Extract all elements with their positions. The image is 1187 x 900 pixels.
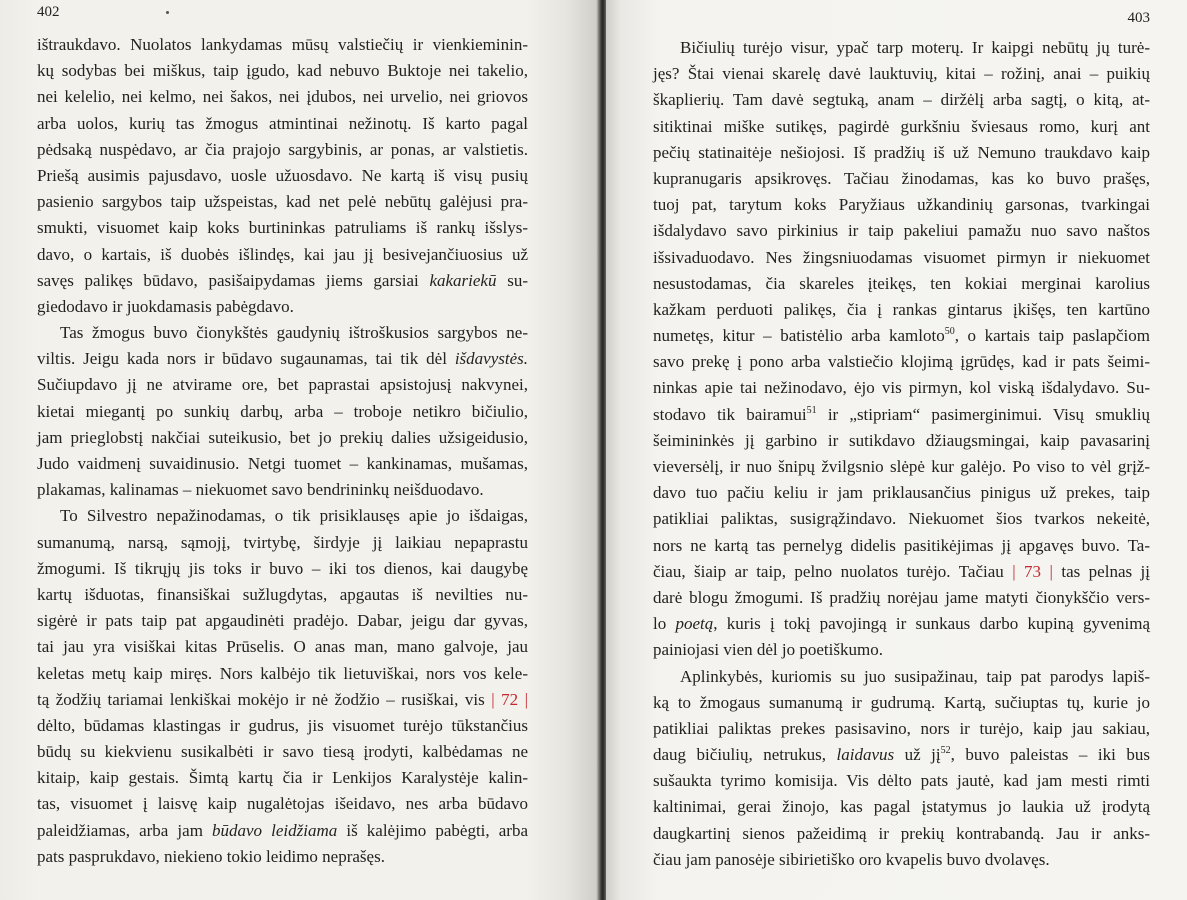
text-run: , buvo paleistas – iki bus (950, 745, 1150, 765)
text-line (653, 533, 1150, 559)
text-run: čiau, šiaip ar taip, pelno nuolatos turėjo. Tačiau (653, 561, 1013, 581)
text-line (653, 768, 1150, 794)
text-run: kitaip, kaip gestais. Šimtą kartų čia ir Lenkijos Karalystėje kalin- (37, 768, 528, 788)
text-run: kietai miegantį po sunkių darbų, arba – troboje netikro bičiulio, (37, 401, 528, 421)
text-run: už jį (894, 745, 941, 765)
text-line (37, 818, 528, 844)
text-run: painiojasi vien dėl jo poetiškumo. (653, 640, 883, 660)
text-run: stodavo tik bairamui (653, 404, 807, 424)
text-line (653, 218, 1150, 244)
text-run: tuoj pat, tarytum koks Paryžiaus užkandinių garsonas, tvarkingai (653, 195, 1150, 215)
text-line (653, 847, 1150, 873)
text-line (37, 215, 528, 241)
text-line (653, 245, 1150, 271)
text-line (653, 821, 1150, 847)
footnote-reference: 50 (944, 326, 955, 338)
text-run: čiau jam panosėje sibirietiško oro kvapelis buvo dvolavęs. (653, 849, 1050, 869)
text-run: būdų su kiekvienu susikalbėti ir savo tiesą įrodyti, kalbėdamas ne (37, 742, 528, 762)
text-line (37, 791, 528, 817)
text-line (653, 585, 1150, 611)
text-line (653, 637, 1150, 663)
text-line (37, 242, 528, 268)
text-line (653, 271, 1150, 297)
text-line (37, 608, 528, 634)
text-run: davo, o kartais, iš duobės išlindęs, kai jau jį besivejančiuosius už (37, 244, 528, 264)
right-page (606, 0, 1187, 900)
text-line (653, 794, 1150, 820)
text-line (37, 634, 528, 660)
text-run: Aplinkybės, kuriomis su juo susipažinau, taip pat parodys lapiš- (680, 666, 1150, 686)
text-line (653, 690, 1150, 716)
text-line (37, 32, 528, 58)
text-line (653, 61, 1150, 87)
text-run: kaltinimai, gerai žinojo, kas pagal įstatymus jo laukia už įrodytą (653, 797, 1150, 817)
text-run: kartų išduotas, finansiškai sužlugdytas, apgautas iš nevilties nu- (37, 584, 528, 604)
text-run: Priešą ausimis pajusdavo, uosle užuosdavo. Ne kartą iš visų pusių (37, 165, 528, 185)
text-line (37, 163, 528, 189)
text-line (653, 323, 1150, 349)
footnote-reference: 51 (806, 404, 817, 416)
text-line (653, 716, 1150, 742)
text-run: daugkartinį sienos pažeidimą ir prekių kontrabandą. Jau ir anks- (653, 823, 1150, 843)
text-line (653, 480, 1150, 506)
text-line (37, 294, 528, 320)
text-run: savo prekę į pono arba valstiečio klojimą įgrūdęs, kad ir pats šeimi- (653, 352, 1150, 372)
text-run: pėdsaką nuspėdavo, ar čia prajojo sargybinis, ar ponas, ar valstietis. (37, 139, 528, 159)
text-line (37, 425, 528, 451)
text-line (37, 84, 528, 110)
text-run: daug bičiulių, netrukus, (653, 745, 837, 765)
text-line (653, 375, 1150, 401)
text-run: sitiktinai miške sutikęs, pagirdė gurkšniu šviesaus romo, kurį ant (653, 116, 1150, 136)
text-run: kažkam perduoti palikęs, čia į rankas gintarus įkišęs, ten kartūno (653, 299, 1150, 319)
text-run: tą žodžių tariamai lenkiškai mokėjo ir nė žodžio – rusiškai, vis (37, 689, 492, 709)
text-run: ninkas apie tai nežinodavo, ėjo vis pirmyn, kol viską išdalydavo. Su- (653, 378, 1150, 398)
text-run: keletas metų kaip miręs. Nors kalbėjo tik lietuviškai, nors vos kele- (37, 663, 528, 683)
page-text-block (37, 32, 528, 870)
text-run: davo tuo pačiu keliu ir jam priklausančius pinigus už prekes, taip (653, 483, 1150, 503)
text-run: škaplierių. Tam davė segtuką, anam – diržėlį arba sagtį, o kitą, at- (653, 90, 1150, 110)
text-line (653, 742, 1150, 768)
text-line (37, 372, 528, 398)
text-run: išsivaduodavo. Nes žingsniuodamas visuomet pirmyn ir niekuomet (653, 247, 1150, 267)
text-line (653, 506, 1150, 532)
text-run: jam prieglobstį nakčiai suteikusio, bet jo prekių dalies užsigeidusio, (37, 427, 528, 447)
footnote-reference: 52 (940, 745, 951, 757)
text-line (653, 140, 1150, 166)
text-line (653, 559, 1150, 585)
text-line (653, 402, 1150, 428)
text-line (653, 349, 1150, 375)
text-line (653, 454, 1150, 480)
text-run: pats pasprukdavo, niekieno tokio leidimo neprašęs. (37, 846, 385, 866)
text-run: plakamas, kalinamas – niekuomet savo bendrininkų neišduodavo. (37, 480, 484, 500)
text-run: darė blogu žmogumi. Iš pradžių norėjau jame matyti čionykščio vers- (653, 587, 1150, 607)
text-line (37, 58, 528, 84)
text-run: Tas žmogus buvo čionykštės gaudynių ištroškusios sargybos ne- (60, 323, 528, 343)
text-run: dėlto, būdamas klastingas ir gudrus, jis visuomet turėjo tūkstančius (37, 715, 528, 735)
text-run: Bičiulių turėjo visur, ypač tarp moterų. Ir kaipgi nebūtų jų turė- (680, 38, 1150, 57)
text-run: patikliai paliktas prekes pasisavino, nors ir turėjo, kaip jau sakiau, (653, 718, 1150, 738)
text-run: žmogumi. Iš tikrųjų jis toks ir buvo – iki tos dienos, kai daugybę (37, 558, 528, 578)
text-line (37, 320, 528, 346)
text-run: ištraukdavo. Nuolatos lankydamas mūsų valstiečių ir vienkieminin- (37, 35, 528, 54)
text-line (653, 664, 1150, 690)
text-run: pečių statinaitėje nešiojosi. Iš pradžių iš už Nemuno traukdavo kaip (653, 142, 1150, 162)
text-run: sumanumą, narsą, sąmojį, tvirtybę, širdyje jį laikiau nepaprastu (37, 532, 528, 552)
italic-text: išdavystės. (454, 349, 528, 369)
text-run: viltis. Jeigu kada nors ir būdavo sugaunamas, tai tik dėl (37, 349, 455, 369)
text-line (37, 687, 528, 713)
text-line (653, 87, 1150, 113)
page-text-block (653, 35, 1150, 873)
text-run: giedodavo ir juokdamasis pabėgdavo. (37, 296, 294, 316)
original-page-marker: | 72 | (491, 689, 528, 709)
text-run: nei kelelio, nei kelmo, nei šakos, nei įdubos, nei urvelio, nei griovos (37, 87, 528, 107)
text-run: , o kartais taip paslapčiom (954, 326, 1150, 346)
text-line (37, 477, 528, 503)
text-run: sušaukta tyrimo komisija. Vis dėlto pats jautė, kad jam mesti rimti (653, 771, 1150, 791)
text-run: To Silvestro nepažinodamas, o tik prisiklausęs apie jo išdaigas, (60, 506, 528, 526)
text-run: išdalydavo savo pirkinius ir taip pakeliui pamažu nuo savo naštos (653, 221, 1150, 241)
text-line (37, 661, 528, 687)
text-run: iš kalėjimo pabėgti, arba (337, 820, 528, 840)
text-line (37, 844, 528, 870)
text-run: nesustodamas, čia skareles įteikęs, ten kokiai merginai karolius (653, 273, 1150, 293)
italic-text: laidavus (836, 745, 895, 765)
text-line (37, 451, 528, 477)
text-run: smukti, visuomet kaip koks burtininkas patruliams iš rankų išslys- (37, 218, 528, 238)
text-run: tai jau yra visiškai kitas Prūselis. O anas man, mano galvoje, jau (37, 637, 528, 657)
text-line (37, 503, 528, 529)
text-run: ką to žmogaus sumanumą ir gudrumą. Kartą, sučiuptas tų, kurie jo (653, 692, 1150, 712)
text-run: jęs? Štai vienai skarelę davė lauktuvių, kitai – rožinį, anai – puikių (653, 64, 1150, 84)
text-run: sigėrė ir pats taip pat apgaudinėti pradėjo. Dabar, jeigu dar gyvas, (37, 611, 528, 631)
text-line (37, 399, 528, 425)
original-page-marker: | 73 | (1012, 561, 1053, 581)
text-line (653, 166, 1150, 192)
text-line (37, 765, 528, 791)
text-line (37, 268, 528, 294)
italic-text: kakariekū (429, 270, 497, 290)
italic-text: būdavo leidžiama (212, 820, 338, 840)
text-run: kų sodybas bei miškus, taip įgudo, kad nebuvo Buktoje nei takelio, (37, 61, 528, 81)
ink-speck (166, 11, 169, 14)
text-run: pasienio sargybos taip užspeistas, kad net pelė nebūtų galėjusi pra- (37, 192, 528, 212)
text-line (37, 111, 528, 137)
text-run: lo (653, 614, 676, 634)
text-line (37, 582, 528, 608)
text-line (653, 192, 1150, 218)
text-run: Sučiupdavo jį ne atvirame ore, bet paprastai apsistojusį nakvynei, (37, 375, 528, 395)
text-line (653, 297, 1150, 323)
text-line (653, 114, 1150, 140)
text-line (37, 346, 528, 372)
text-run: , kuris į tokį pavojingą ir sunkaus darbo kupiną gyvenimą (713, 614, 1150, 634)
text-run: nors ne kartą tas pernelyg didelis pasitikėjimas jį apgavęs buvo. Ta- (653, 535, 1150, 555)
text-run: savęs palikęs būdavo, pasišaipydamas jiems garsiai (37, 270, 430, 290)
text-run: tas pelnas jį (1052, 561, 1150, 581)
text-run: šeimininkės jį garbino ir sutikdavo džiaugsmingai, kaip pavasarinį (653, 430, 1150, 450)
text-line (37, 739, 528, 765)
text-line (653, 611, 1150, 637)
text-run: numetęs, kitur – batistėlio arba kamloto (653, 326, 945, 346)
text-run: tas, visuomet į laisvę kaip nugalėtojas išeidavo, nes arba būdavo (37, 794, 528, 814)
page-number: 403 (1127, 10, 1150, 26)
text-line (653, 428, 1150, 454)
text-run: Judo vaidmenį suvaidinusio. Netgi tuomet – kankinamas, mušamas, (37, 454, 528, 473)
text-line (37, 530, 528, 556)
text-line (653, 35, 1150, 61)
text-line (37, 137, 528, 163)
text-run: patikliai paliktas, susigrąžindavo. Niekuomet šios tvarkos nekeitė, (653, 509, 1150, 529)
text-line (37, 713, 528, 739)
text-line (37, 556, 528, 582)
text-run: ir „stipriam“ pasimerginimui. Visų smuklių (816, 404, 1150, 424)
text-line (37, 189, 528, 215)
italic-text: poetą (675, 614, 714, 634)
text-run: paleidžiamas, arba jam (37, 820, 213, 840)
text-run: kupranugaris apsikrovęs. Tačiau žinodamas, kas ko buvo prašęs, (653, 168, 1150, 188)
text-run: arba uolos, kurių tas žmogus atmintinai nežinotų. Iš karto pagal (37, 113, 528, 133)
text-run: vieversėlį, ir nuo šnipų žvilgsnio slėpė kur galėjo. Po viso to vėl grįž- (653, 457, 1150, 476)
text-run: su- (496, 270, 528, 290)
page-number: 402 (37, 4, 60, 20)
